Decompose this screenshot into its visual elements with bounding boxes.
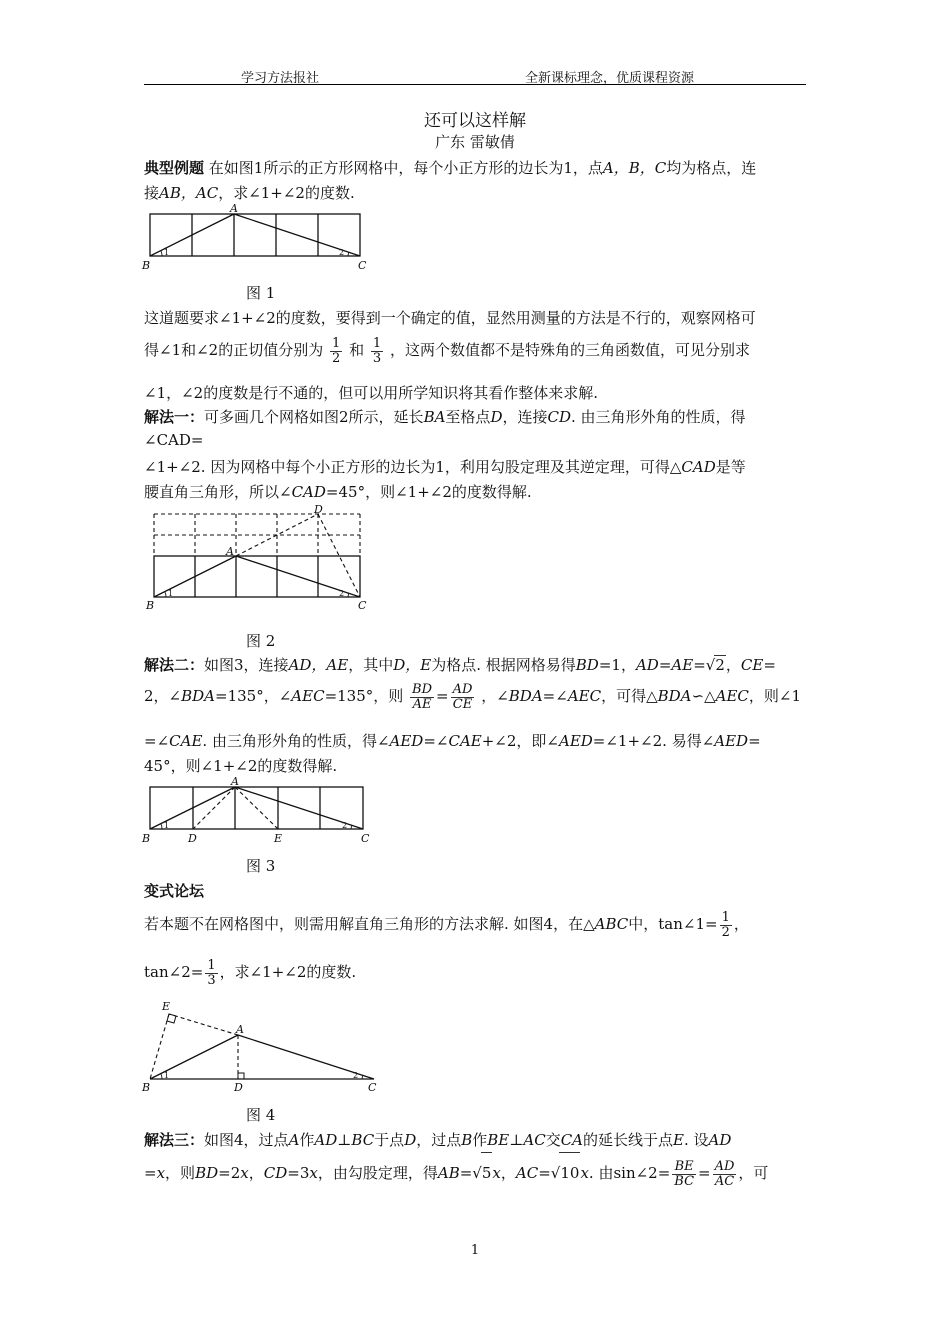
text: ， [248,1164,264,1182]
text: = [459,1164,473,1182]
text: . 由sin∠2= [588,1164,671,1182]
analysis-line-3: ∠1，∠2的度数是行不通的，但可以用所学知识将其看作整体来求解. [144,384,598,402]
segment-ae [169,1014,238,1035]
text: 1 [721,909,730,925]
text: = [698,1164,711,1182]
text: CAE [448,732,482,750]
text: 解法三： [144,1131,205,1149]
label-angle-1: 1 [164,1071,170,1080]
text: AEC [291,687,325,705]
label-angle-1: 1 [168,589,174,598]
header-right: 全新课标理念，优质课程资源 [525,71,695,86]
text: 的延长线于点 [583,1131,674,1149]
text: =1， [598,656,636,674]
label-a: A [226,545,234,558]
text: AD，AE [288,656,349,674]
fraction-be-bc [672,1160,696,1188]
text: ，这两个数值都不是特殊角的三角函数值，可见分别求 [389,341,750,359]
text: CD [263,1164,288,1182]
text: 至格点 [445,408,491,426]
label-a: A [230,203,238,215]
text: BC [674,1173,695,1189]
text: 腰直角三角形，所以∠ [144,483,292,501]
text: x [492,1164,501,1182]
text: +∠2，即∠ [481,732,559,750]
figure-2-caption: 图 2 [246,632,276,650]
text: 如图4，过点 [204,1131,289,1149]
text: BDA [181,687,216,705]
analysis-line-2 [144,333,750,367]
text: D [490,408,503,426]
label-angle-1: 1 [164,248,170,257]
text: = [436,687,449,705]
label-angle-2: 2 [342,821,348,830]
text: = [658,656,672,674]
text: BD [195,1164,219,1182]
fraction-ad-ce [451,683,475,711]
segment-ad [193,787,235,829]
text: CAD [291,483,326,501]
text: BE [487,1131,510,1149]
page-number: 1 [470,1243,480,1258]
method1-line-1 [144,406,746,427]
angle-1-arc [161,251,162,256]
label-c: C [368,1081,377,1094]
text: AEC [715,687,749,705]
text: =135°，则 [324,687,404,705]
text: tan∠2= [144,963,204,981]
text: AB，AC [159,184,219,202]
label-c: C [358,599,367,612]
method1-line-3 [144,456,746,477]
text: AED [558,732,593,750]
text: ，求∠1+∠2的度数. [219,963,357,981]
text: ， [500,1164,516,1182]
example-line-2 [144,182,355,203]
variant-line-2 [144,952,356,992]
text: ，则 [165,1164,196,1182]
angle-1-arc [165,592,166,597]
label-angle-2: 2 [353,1071,359,1080]
label-c: C [358,259,367,272]
text: A [288,1131,300,1149]
text: ，则∠1 [748,687,802,705]
text: 2，∠ [144,687,182,705]
text: AD [708,1131,732,1149]
method3-line-1 [144,1129,731,1150]
label-d: D [314,503,323,516]
label-angle-2: 2 [339,589,345,598]
text: AD [714,1158,735,1174]
label-a: A [236,1023,244,1036]
label-b: B [142,1081,151,1094]
text: 于点 [374,1131,405,1149]
method1-line-2: ∠CAD= [144,431,204,449]
fraction-ad-ac [713,1160,737,1188]
label-b: B [146,599,155,612]
method3-line-2: =x，则BD=2x，CD=3x，由勾股定理，得AB=√5x，AC=√10x. 由sin∠2= $\frac{BE}{BC}$ = $\frac{AD}{AC}$ ，可 [144,1152,768,1193]
text: AE [412,696,432,712]
method1-line-4 [144,481,532,502]
text: 得∠1和∠2的正切值分别为 [144,341,324,359]
text: 2 [332,350,341,366]
fraction-tan1 [720,911,732,939]
text: 3 [372,350,382,366]
example-tag: 典型例题 [144,159,205,177]
text: CE [740,656,764,674]
text: 中，tan∠1= [628,915,718,933]
text: x [240,1164,249,1182]
method2-line-3 [144,730,761,751]
right-angle-d [238,1073,244,1079]
text: =45°，则∠1+∠2的度数得解. [325,483,532,501]
text: ⊥ [509,1131,524,1149]
text: AED [389,732,424,750]
text: A，B，C [602,159,667,177]
text: D [404,1131,417,1149]
text: 10 [559,1152,580,1193]
segment-be [150,1014,169,1079]
fraction-tan2 [205,959,217,987]
text: CD [547,408,571,426]
text: AD [314,1131,338,1149]
text: ，可 [738,1164,769,1182]
text: = [693,656,706,674]
text: ，连接 [502,408,548,426]
text: ，其中 [348,656,394,674]
fraction-third [371,337,383,365]
text: AE [671,656,694,674]
figure-3 [140,775,380,849]
text: ⊥ [337,1131,352,1149]
text: CAD [681,458,716,476]
text: =∠ [542,687,568,705]
text: B [461,1131,473,1149]
text: 作 [472,1131,488,1149]
label-e: E [162,1000,171,1013]
text: 2 [721,924,730,940]
figure-4-caption: 图 4 [246,1106,276,1124]
text: BC [351,1131,375,1149]
text: = [748,732,761,750]
text: 和 [349,341,365,359]
label-d: D [234,1081,243,1094]
text: 在如图1所示的正方形网格中，每个小正方形的边长为1，点 [208,159,603,177]
text: 作 [299,1131,315,1149]
example-line-1 [144,157,756,178]
method2-line-1: 解法二：如图3，连接AD，AE，其中D，E为格点. 根据网格易得BD=1，AD=AE=√2，CE= [144,656,776,674]
label-a: A [231,775,239,788]
text: AD [452,681,473,697]
text: BD [412,681,433,697]
text: 5 [481,1152,493,1193]
text: . 由三角形外角的性质，得 [571,408,746,426]
text: AED [714,732,749,750]
label-b: B [142,259,151,272]
text: 均为格点，连 [666,159,757,177]
text: 接 [144,184,160,202]
figure-2 [140,503,380,615]
text: BE [672,1160,696,1175]
label-c: C [361,832,370,845]
text: AB [437,1164,460,1182]
method2-line-4: 45°，则∠1+∠2的度数得解. [144,757,338,775]
fraction-bd-ae [410,683,434,711]
label-angle-1: 1 [164,821,170,830]
variant-heading: 变式论坛 [144,882,205,900]
text: = [538,1164,551,1182]
article-title: 还可以这样解 [424,111,526,131]
fraction-half [330,337,342,365]
text: =2 [218,1164,241,1182]
text: . 设 [683,1131,709,1149]
text: BD [575,656,599,674]
text: . 由三角形外角的性质，得∠ [202,732,390,750]
text: =3 [287,1164,310,1182]
figure-1-caption: 图 1 [246,284,276,302]
text: x [580,1164,589,1182]
text: ， [733,915,749,933]
header-left: 学习方法报社 [241,71,320,86]
text: AC [714,1173,735,1189]
segment-ae [235,787,278,829]
variant-line-1 [144,904,749,944]
text: ∽△ [691,687,716,705]
text: x [309,1164,318,1182]
text: = [144,1164,157,1182]
text: =135°，∠ [215,687,292,705]
header-rule [144,84,806,85]
text: x [156,1164,166,1182]
grid-rect [150,214,360,256]
text: ，可得△ [601,687,658,705]
text: CE [452,696,473,712]
text: ∠1+∠2. 因为网格中每个小正方形的边长为1，利用勾股定理及其逆定理，可得△ [144,458,682,476]
grid-rect [154,556,360,597]
text: 如图3，连接 [204,656,289,674]
label-e: E [274,832,283,845]
text: CA [560,1131,584,1149]
method2-line-2 [144,678,801,714]
text: BDA [508,687,543,705]
text: AD [635,656,659,674]
text: 可多画几个网格如图2所示，延长 [204,408,424,426]
text: AEC [567,687,602,705]
text: ，求∠1+∠2的度数. [218,184,355,202]
text: BDA [657,687,692,705]
label-angle-2: 2 [339,248,345,257]
text: 是等 [715,458,746,476]
text: ABC [594,915,629,933]
article-author: 广东 雷敏倩 [435,133,515,151]
text: 3 [207,972,216,988]
text: 1 [372,335,382,351]
figure-4 [140,996,385,1096]
text: =∠ [144,732,170,750]
text: BA [423,408,446,426]
text: 若本题不在网格图中，则需用解直角三角形的方法求解. 如图4，在△ [144,915,595,933]
text: AC [515,1164,539,1182]
angle-1-arc [161,1074,162,1079]
label-d: D [188,832,197,845]
text: AC [523,1131,546,1149]
analysis-line-1: 这道题要求∠1+∠2的度数，要得到一个确定的值，显然用测量的方法是不行的，观察网格可 [144,309,756,327]
text: 交 [545,1131,561,1149]
text: ，由勾股定理，得 [317,1164,438,1182]
text: ，∠ [481,687,509,705]
figure-1 [140,203,380,275]
text: E [673,1131,684,1149]
text: CAE [169,732,203,750]
text: D，E [393,656,432,674]
text: 为格点. 根据网格易得 [431,656,576,674]
label-b: B [142,832,151,845]
text: 解法二： [144,656,205,674]
text: =∠ [423,732,449,750]
text: ，过点 [416,1131,462,1149]
text: 2 [715,656,725,674]
text: 1 [332,335,341,351]
text: ， [725,656,741,674]
text: 解法一： [144,408,205,426]
figure-3-caption: 图 3 [246,857,276,875]
text: =∠1+∠2. 易得∠ [592,732,715,750]
angle-1-arc [161,824,162,829]
text: = [763,656,776,674]
text: 1 [207,957,216,973]
